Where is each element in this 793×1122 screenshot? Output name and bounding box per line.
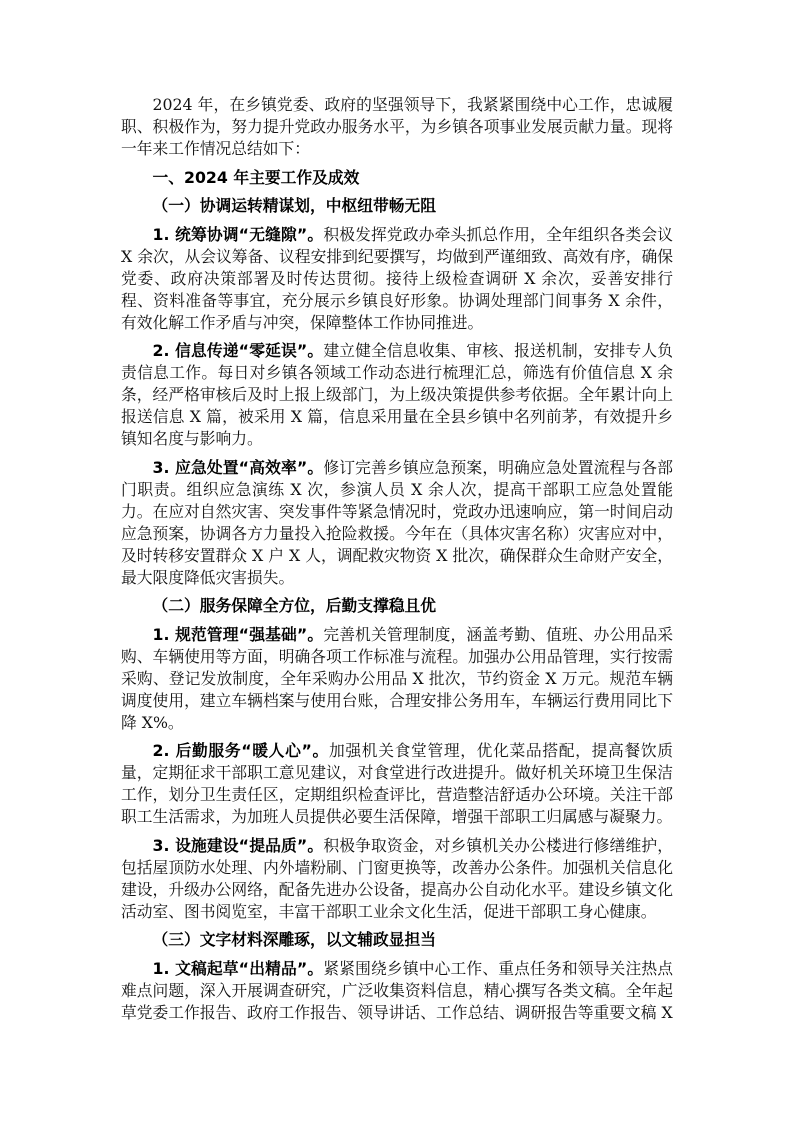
- document-body: [121, 94, 673, 1030]
- item-paragraph: [121, 340, 673, 450]
- item-body: 积极发挥党政办牵头抓总作用，全年组织各类会议 X 余次，从会议筹备、议程安排到纪要撰写，均做到严谨细致、高效有序，确保党委、政府决策部署及时传达贯彻。接待上级检查调研 X 余次，妥善安排行程、资料准备等事宜，充分展示乡镇良好形象。协调处理部门间事务 X 余件，有效化解工作矛盾与冲突，保障整体工作协同推进。: [121, 224, 674, 332]
- item-paragraph: [121, 740, 673, 828]
- subsection-heading: （三）文字材料深雕琢，以文辅政显担当: [152, 930, 436, 949]
- item-lead: 2. 信息传递“零延误”。: [152, 341, 324, 360]
- item-paragraph: [121, 624, 673, 734]
- item-paragraph: [121, 457, 673, 589]
- subsection-heading: （一）协调运转精谋划，中枢纽带畅无阻: [152, 196, 436, 215]
- item-paragraph: [121, 835, 673, 923]
- item-body: 修订完善乡镇应急预案，明确应急处置流程与各部门职责。组织应急演练 X 次，参演人员 X 余人次，提高干部职工应急处置能力。在应对自然灾害、突发事件等紧急情况时，党政办迅速响应，第一时间启动应急预案，协调各方力量投入抢险救援。今年在（具体灾害名称）灾害应对中，及时转移安置群众 X 户 X 人，调配救灾物资 X 批次，确保群众生命财产安全，最大限度降低灾害损失。: [121, 457, 674, 587]
- item-lead: 1. 文稿起草“出精品”。: [152, 958, 324, 978]
- item-body: 积极争取资金，对乡镇机关办公楼进行修缮维护，包括屋顶防水处理、内外墙粉刷、门窗更换等，改善办公条件。加强机关信息化建设，升级办公网络，配备先进办公设备，提高办公自动化水平。建设乡镇文化活动室、图书阅览室，丰富干部职工业余文化生活，促进干部职工身心健康。: [121, 835, 674, 921]
- item-lead: 3. 设施建设“提品质”。: [152, 835, 324, 855]
- item-body: 紧紧围绕乡镇中心工作、重点任务和领导关注热点难点问题，深入开展调查研究，广泛收集资料信息，精心撰写各类文稿。全年起草党委工作报告、政府工作报告、领导讲话、工作总结、调研报告等重要文稿 X: [121, 958, 674, 1022]
- item-lead: 1. 统筹协调“无缝隙”。: [152, 224, 324, 244]
- intro-paragraph: 2024 年，在乡镇党委、政府的坚强领导下，我紧紧围绕中心工作，忠诚履职、积极作为，努力提升党政办服务水平，为乡镇各项事业发展贡献力量。现将一年来工作情况总结如下：: [121, 95, 673, 158]
- item-body: 建立健全信息收集、审核、报送机制，安排专人负责信息工作。每日对乡镇各领域工作动态进行梳理汇总，筛选有价值信息 X 余条，经严格审核后及时上报上级部门，为上级决策提供参考依据。全年累计向上报送信息 X 篇，被采用 X 篇，信息采用量在全县乡镇中名列前茅，有效提升乡镇知名度与影响力。: [121, 341, 674, 448]
- item-paragraph: [121, 958, 673, 1024]
- item-lead: 3. 应急处置“高效率”。: [152, 457, 324, 477]
- item-lead: 2. 后勤服务“暖人心”。: [152, 741, 329, 760]
- item-lead: 1. 规范管理“强基础”。: [152, 624, 324, 644]
- item-body: 加强机关食堂管理，优化菜品搭配，提高餐饮质量，定期征求干部职工意见建议，对食堂进行改进提升。做好机关环境卫生保洁工作，划分卫生责任区，定期组织检查评比，营造整洁舒适办公环境。关注干部职工生活需求，为加班人员提供必要生活保障，增强干部职工归属感与凝聚力。: [121, 741, 673, 826]
- item-paragraph: [121, 224, 673, 334]
- subsection-heading: （二）服务保障全方位，后勤支撑稳且优: [152, 596, 436, 615]
- item-body: 完善机关管理制度，涵盖考勤、值班、办公用品采购、车辆使用等方面，明确各项工作标准与流程。加强办公用品管理，实行按需采购、登记发放制度，全年采购办公用品 X 批次，节约资金 X 万元。规范车辆调度使用，建立车辆档案与使用台账，合理安排公务用车，车辆运行费用同比下降 X%。: [121, 624, 674, 732]
- section-heading: 一、2024 年主要工作及成效: [152, 167, 360, 187]
